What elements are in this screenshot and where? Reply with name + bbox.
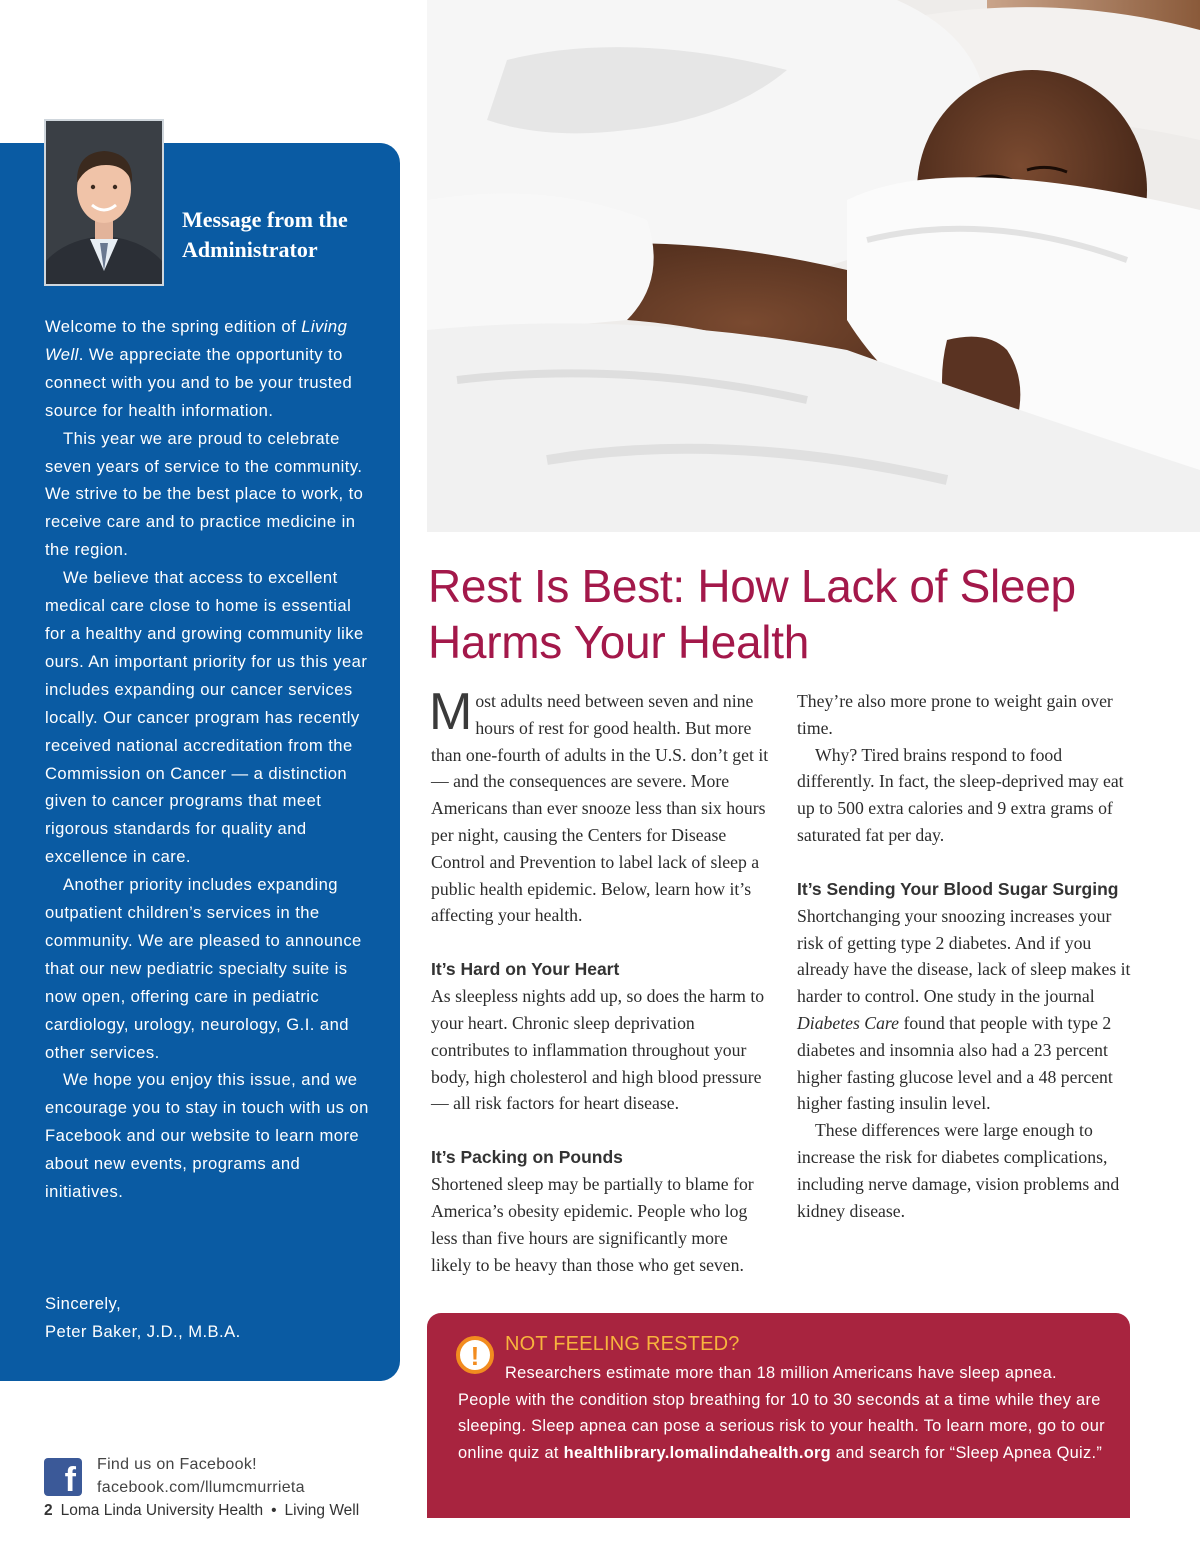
message-body [45, 313, 375, 1206]
article-intro: Most adults need between seven and nine hours of rest for good health. But more than one-fourth of adults in the U.S. don’t get it — and the consequences are severe. More Americans than ever snooze less than six hours per night, causing the Centers for Disease Control and Prevention to label lack of sleep a public health epidemic. Below, learn how it’s affecting your health. [429, 683, 769, 926]
message-signoff [45, 1290, 375, 1346]
exclamation-icon: ! [456, 1336, 494, 1374]
message-paragraph: We believe that access to excellent medical care close to home is essential for a healthy and growing community like ours. An important priority for us this year includes expanding our cancer services locally. Our cancer program has recently received national accreditation from the Commission on Cancer — a distinction given to cancer programs that meet rigorous standards for quality and excellence in care. [45, 568, 368, 867]
message-paragraph: Another priority includes expanding outpatient children’s services in the community. We are pleased to announce that our new pediatric specialty suite is now open, offering care in pediatric cardiology, urology, neurology, G.I. and other services. [45, 875, 362, 1062]
article-column-right [797, 688, 1137, 1224]
heading-blood-sugar: It’s Sending Your Blood Sugar Surging [797, 878, 1119, 899]
facebook-url[interactable]: facebook.com/llumcmurrieta [97, 1479, 305, 1496]
message-paragraph: We hope you enjoy this issue, and we encourage you to stay in touch with us on Facebook and our website to learn more about new events, programs and initiatives. [45, 1070, 369, 1202]
message-title: Message from the Administrator [182, 207, 348, 262]
callout-title: NOT FEELING RESTED? [505, 1333, 740, 1355]
journal-name: Diabetes Care [797, 1012, 900, 1033]
signature: Peter Baker, J.D., M.B.A. [45, 1321, 241, 1341]
article-title: Rest Is Best: How Lack of Sleep Harms Your Health [428, 560, 1076, 668]
paragraph-pounds: Shortened sleep may be partially to blame for America’s obesity epidemic. People who log less than five hours are significantly more likely to be heavy than those who get seven. [431, 1174, 754, 1275]
publication-title: Living Well [284, 1502, 360, 1519]
callout-body: Researchers estimate more than 18 million Americans have sleep apnea. People with the condition stop breathing for 10 to 30 seconds at a time while they are sleeping. Sleep apnea can pose a serious risk to your health. To learn more, go to our online quiz at healthlibrary.lomalindahealth.org and search for “Sleep Apnea Quiz.” [458, 1364, 1105, 1462]
hero-photo-sleeping-man [427, 0, 1200, 532]
paragraph-pounds-continued: They’re also more prone to weight gain over time. [797, 691, 1113, 738]
paragraph-why: Why? Tired brains respond to food differently. In fact, the sleep-deprived may eat up to 500 extra calories and 9 extra grams of saturated fat per day. [797, 744, 1124, 845]
publisher-name: Loma Linda University Health [60, 1502, 264, 1519]
publication-name: Living Well [45, 317, 348, 364]
facebook-icon[interactable]: f [44, 1458, 82, 1496]
administrator-portrait [44, 119, 164, 286]
page-number: 2 [44, 1502, 53, 1519]
heading-pounds: It’s Packing on Pounds [431, 1147, 623, 1168]
quiz-link[interactable]: healthlibrary.lomalindahealth.org [563, 1443, 831, 1462]
drop-cap: M [429, 683, 473, 741]
paragraph-blood-sugar: Shortchanging your snoozing increases your risk of getting type 2 diabetes. And if you already have the disease, lack of sleep makes it harder to control. One study in the journal Diabetes Care found that people with type 2 diabetes and insomnia also had a 23 percent higher fasting glucose level and a 48 percent higher fasting insulin level. [797, 905, 1131, 1114]
closing: Sincerely, [45, 1294, 122, 1313]
page-footer [44, 1500, 359, 1522]
paragraph-complications: These differences were large enough to increase the risk for diabetes complications, including nerve damage, vision problems and kidney disease. [797, 1120, 1120, 1221]
heading-heart: It’s Hard on Your Heart [431, 959, 620, 980]
message-paragraph: This year we are proud to celebrate seven years of service to the community. We strive to be the best place to work, to receive care and to practice medicine in the region. [45, 428, 364, 560]
article-column-left [429, 683, 771, 1278]
separator-dot: • [271, 1502, 277, 1519]
facebook-label: Find us on Facebook! [97, 1456, 257, 1473]
message-paragraph: Welcome to the spring edition of Living Well. We appreciate the opportunity to connect with you and to be your trusted source for health information. [45, 317, 353, 420]
facebook-info [97, 1453, 305, 1499]
paragraph-heart: As sleepless nights add up, so does the harm to your heart. Chronic sleep deprivation contributes to inflammation throughout your body, high cholesterol and high blood pressure — all risk factors for heart disease. [431, 986, 765, 1114]
